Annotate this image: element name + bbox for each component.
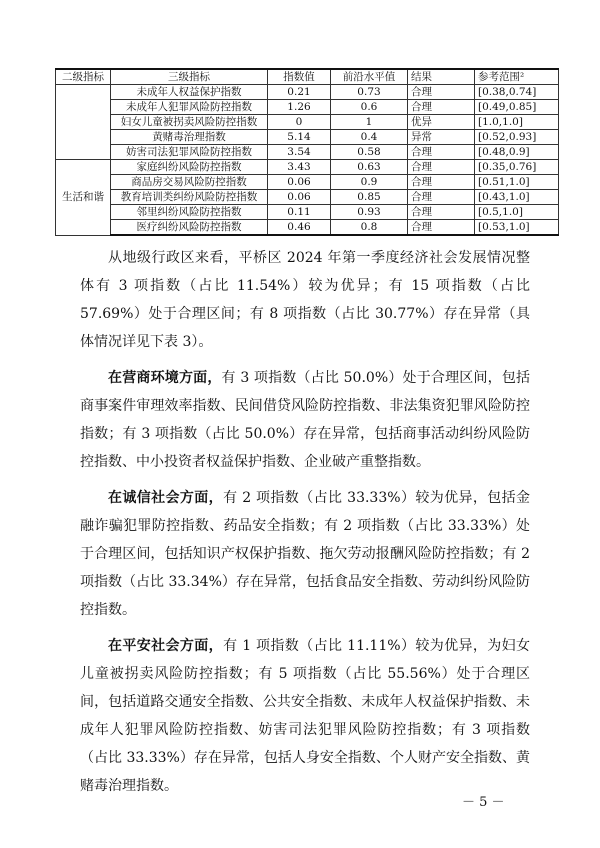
row-name: 未成年人权益保护指数 bbox=[111, 85, 268, 100]
table-row bbox=[56, 160, 559, 175]
row-range: [0.48,0.9] bbox=[475, 145, 559, 160]
row-range: [0.43,1.0] bbox=[475, 190, 559, 205]
paragraph-safe-society bbox=[80, 632, 530, 800]
row-frontier: 0.85 bbox=[331, 190, 408, 205]
group-cell-blank bbox=[56, 85, 111, 160]
row-result: 合理 bbox=[408, 145, 475, 160]
paragraph-text: 有 3 项指数（占比 50.0%）处于合理区间，包括商事案件审理效率指数、民间借贷风险防控指数、非法集资犯罪风险防控指数；有 3 项指数（占比 50.0%）存在异常，包括商事活动纠纷风险防控指数、中小投资者权益保护指数、企业破产重整指数。 bbox=[80, 370, 531, 470]
row-frontier: 0.63 bbox=[331, 160, 408, 175]
paragraph-overview bbox=[80, 244, 530, 356]
row-name: 黄赌毒治理指数 bbox=[111, 130, 268, 145]
row-value: 0.06 bbox=[268, 175, 331, 190]
header-frontier: 前沿水平值 bbox=[331, 69, 408, 85]
row-range: [0.51,1.0] bbox=[475, 175, 559, 190]
page-number: － 5 － bbox=[462, 795, 505, 810]
row-result: 优异 bbox=[408, 115, 475, 130]
row-frontier: 0.73 bbox=[331, 85, 408, 100]
row-range: [0.53,1.0] bbox=[475, 220, 559, 236]
header-level2: 二级指标 bbox=[56, 69, 111, 85]
paragraph-credit-society bbox=[80, 484, 530, 624]
row-name: 妇女儿童被拐卖风险防控指数 bbox=[111, 115, 268, 130]
row-range: [0.49,0.85] bbox=[475, 100, 559, 115]
row-range: [0.38,0.74] bbox=[475, 85, 559, 100]
row-result: 合理 bbox=[408, 100, 475, 115]
row-value: 1.26 bbox=[268, 100, 331, 115]
row-frontier: 0.9 bbox=[331, 175, 408, 190]
row-name: 家庭纠纷风险防控指数 bbox=[111, 160, 268, 175]
row-frontier: 0.4 bbox=[331, 130, 408, 145]
group-label: 生活和谐 bbox=[56, 160, 111, 236]
table-row bbox=[56, 205, 559, 220]
row-name: 邻里纠纷风险防控指数 bbox=[111, 205, 268, 220]
table-row bbox=[56, 115, 559, 130]
header-value: 指数值 bbox=[268, 69, 331, 85]
row-value: 0.06 bbox=[268, 190, 331, 205]
row-frontier: 1 bbox=[331, 115, 408, 130]
header-result: 结果 bbox=[408, 69, 475, 85]
table-header-row bbox=[56, 69, 559, 85]
row-value: 5.14 bbox=[268, 130, 331, 145]
table-row bbox=[56, 190, 559, 205]
row-value: 0.21 bbox=[268, 85, 331, 100]
paragraph-text: 有 2 项指数（占比 33.33%）较为优异，包括金融诈骗犯罪防控指数、药品安全指数；有 2 项指数（占比 33.33%）处于合理区间，包括知识产权保护指数、拖欠劳动报酬风险防控指数；有 2 项指数（占比 33.34%）存在异常，包括食品安全指数、劳动纠纷风险防控指数。 bbox=[80, 490, 531, 618]
row-result: 合理 bbox=[408, 190, 475, 205]
row-result: 合理 bbox=[408, 175, 475, 190]
row-range: [0.5,1.0] bbox=[475, 205, 559, 220]
row-result: 合理 bbox=[408, 85, 475, 100]
index-table bbox=[55, 68, 559, 236]
row-name: 妨害司法犯罪风险防控指数 bbox=[111, 145, 268, 160]
header-range: 参考范围² bbox=[475, 69, 559, 85]
table-row bbox=[56, 145, 559, 160]
table-row bbox=[56, 175, 559, 190]
paragraph-lead: 在平安社会方面， bbox=[108, 638, 224, 654]
row-result: 合理 bbox=[408, 160, 475, 175]
row-frontier: 0.93 bbox=[331, 205, 408, 220]
paragraph-text: 有 1 项指数（占比 11.11%）较为优异，为妇女儿童被拐卖风险防控指数；有 5 项指数（占比 55.56%）处于合理区间，包括道路交通安全指数、公共安全指数、未成年人权益保护指数、未成年人犯罪风险防控指数、妨害司法犯罪风险防控指数；有 3 项指数（占比 33.33%）存在异常，包括人身安全指数、个人财产安全指数、黄赌毒治理指数。 bbox=[80, 638, 531, 794]
row-name: 教育培训类纠纷风险防控指数 bbox=[111, 190, 268, 205]
table-row bbox=[56, 130, 559, 145]
row-name: 未成年人犯罪风险防控指数 bbox=[111, 100, 268, 115]
header-level3: 三级指标 bbox=[111, 69, 268, 85]
body-text bbox=[80, 244, 530, 800]
row-value: 0 bbox=[268, 115, 331, 130]
row-range: [0.35,0.76] bbox=[475, 160, 559, 175]
row-name: 商品房交易风险防控指数 bbox=[111, 175, 268, 190]
table-row bbox=[56, 100, 559, 115]
paragraph-business-environment bbox=[80, 364, 530, 476]
row-range: [1.0,1.0] bbox=[475, 115, 559, 130]
row-result: 合理 bbox=[408, 205, 475, 220]
row-result: 异常 bbox=[408, 130, 475, 145]
paragraph-text: 从地级行政区来看，平桥区 2024 年第一季度经济社会发展情况整体有 3 项指数（占比 11.54%）较为优异；有 15 项指数（占比 57.69%）处于合理区间；有 8 项指数（占比 30.77%）存在异常（具体情况详见下表 3）。 bbox=[80, 250, 530, 350]
row-value: 3.43 bbox=[268, 160, 331, 175]
row-value: 0.46 bbox=[268, 220, 331, 236]
row-frontier: 0.8 bbox=[331, 220, 408, 236]
table-row bbox=[56, 85, 559, 100]
table-row bbox=[56, 220, 559, 236]
row-frontier: 0.6 bbox=[331, 100, 408, 115]
row-value: 3.54 bbox=[268, 145, 331, 160]
row-result: 合理 bbox=[408, 220, 475, 236]
row-frontier: 0.58 bbox=[331, 145, 408, 160]
paragraph-lead: 在营商环境方面， bbox=[108, 370, 222, 386]
row-value: 0.11 bbox=[268, 205, 331, 220]
row-range: [0.52,0.93] bbox=[475, 130, 559, 145]
row-name: 医疗纠纷风险防控指数 bbox=[111, 220, 268, 236]
paragraph-lead: 在诚信社会方面， bbox=[108, 490, 224, 506]
